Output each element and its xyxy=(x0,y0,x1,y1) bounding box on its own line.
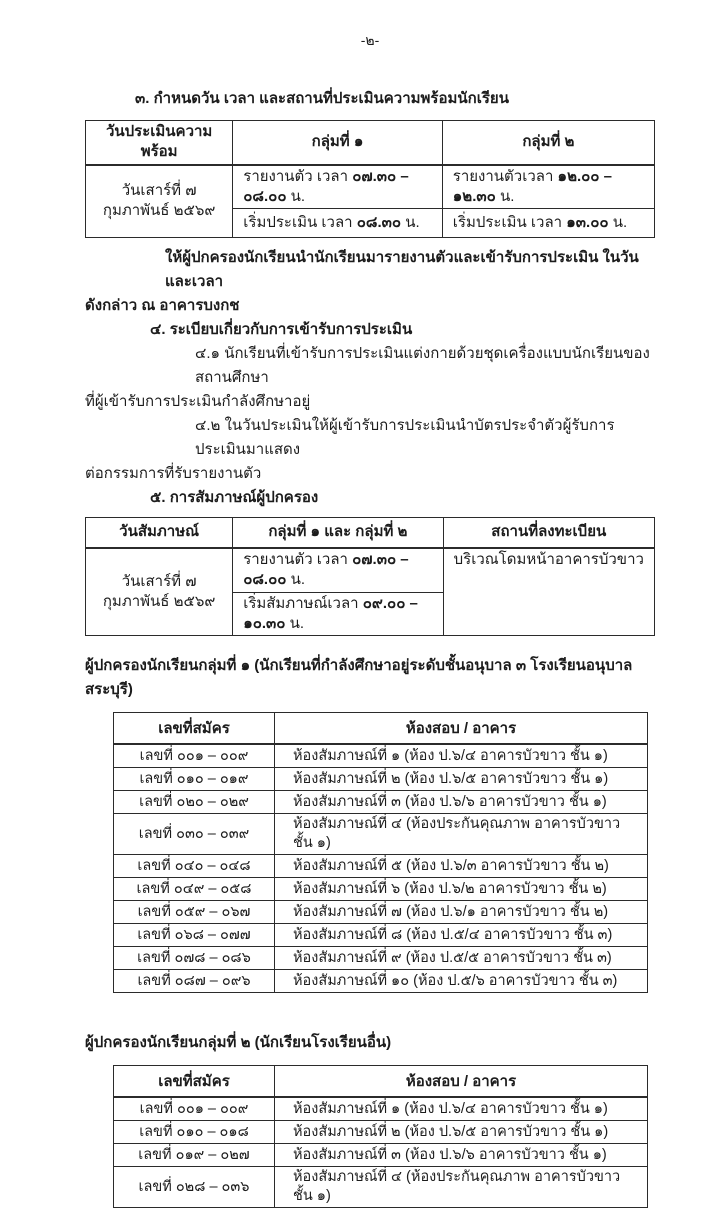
report-time: ๑๒.๐๐ – ๑๒.๓๐ xyxy=(452,167,612,205)
start-time: ๐๘.๓๐ xyxy=(356,213,402,231)
start-time: ๐๙.๐๐ – ๑๐.๓๐ xyxy=(243,594,418,632)
time-unit: น. xyxy=(285,614,305,632)
applicant-number-cell: เลขที่ ๐๒๘ – ๐๓๖ xyxy=(114,1167,275,1208)
interview-date-cell xyxy=(86,548,233,636)
group2-report-time-cell xyxy=(442,165,654,209)
spacer xyxy=(85,993,655,1015)
date-line-1: วันเสาร์ที่ ๗ xyxy=(121,182,197,199)
notice-line-1: ให้ผู้ปกครองนักเรียนนำนักเรียนมารายงานตัวและเข้ารับการประเมิน ในวันและเวลา xyxy=(165,249,639,290)
section-4-item-1 xyxy=(85,342,655,414)
interview-room-cell: ห้องสัมภาษณ์ที่ ๖ (ห้อง ป.๖/๒ อาคารบัวขาว ชั้น ๒) xyxy=(275,878,648,901)
column-header-room: ห้องสอบ / อาคาร xyxy=(275,713,648,745)
time-unit: น. xyxy=(495,187,515,205)
table-header-row xyxy=(86,121,655,165)
column-header-group-2: กลุ่มที่ ๒ xyxy=(442,121,654,165)
registration-location-cell: บริเวณโดมหน้าอาคารบัวขาว xyxy=(443,548,654,636)
applicant-number-cell: เลขที่ ๐๒๐ – ๐๒๙ xyxy=(114,791,275,814)
interview-room-cell: ห้องสัมภาษณ์ที่ ๙ (ห้อง ป.๕/๕ อาคารบัวขาว ชั้น ๓) xyxy=(275,947,648,970)
table-header-row xyxy=(114,1066,648,1098)
report-label: รายงานตัว เวลา xyxy=(243,551,353,568)
interview-room-cell: ห้องสัมภาษณ์ที่ ๓ (ห้อง ป.๖/๖ อาคารบัวขาว ชั้น ๑) xyxy=(275,791,648,814)
group2-start-time-cell xyxy=(442,209,654,238)
table-row xyxy=(114,768,648,791)
time-unit: น. xyxy=(608,213,628,231)
table-row xyxy=(114,947,648,970)
page-number: -๒- xyxy=(360,32,380,48)
assessment-schedule-table xyxy=(85,120,655,238)
table-row xyxy=(114,1144,648,1167)
item-4-2-line-2: ต่อกรรมการที่รับรายงานตัว xyxy=(85,465,262,482)
interview-room-cell: ห้องสัมภาษณ์ที่ ๒ (ห้อง ป.๖/๕ อาคารบัวขาว ชั้น ๑) xyxy=(275,1121,648,1144)
applicant-number-cell: เลขที่ ๐๓๐ – ๐๓๙ xyxy=(114,814,275,855)
table-row xyxy=(114,1121,648,1144)
notice-line-2: ดังกล่าว ณ อาคารบงกช xyxy=(85,297,240,314)
assessment-date-cell xyxy=(86,165,233,238)
table-row xyxy=(86,548,655,592)
report-time: ๐๗.๓๐ – ๐๘.๐๐ xyxy=(243,551,409,589)
start-label: เริ่มสัมภาษณ์เวลา xyxy=(243,594,363,612)
column-header-room: ห้องสอบ / อาคาร xyxy=(275,1066,648,1098)
item-4-1-line-1: ๔.๑ นักเรียนที่เข้ารับการประเมินแต่งกายด้วยชุดเครื่องแบบนักเรียนของสถานศึกษา xyxy=(195,345,650,386)
interview-report-time-cell xyxy=(233,548,443,592)
notice-paragraph xyxy=(85,246,655,318)
table-row xyxy=(114,791,648,814)
applicant-number-cell: เลขที่ ๐๔๙ – ๐๕๘ xyxy=(114,878,275,901)
table-row xyxy=(114,744,648,768)
time-unit: น. xyxy=(286,571,305,589)
interview-start-time-cell xyxy=(233,592,443,636)
column-header-assessment-date: วันประเมินความพร้อม xyxy=(86,121,233,165)
applicant-number-cell: เลขที่ ๐๑๐ – ๐๑๙ xyxy=(114,768,275,791)
date-line-2: กุมภาพันธ์ ๒๕๖๙ xyxy=(102,202,216,220)
applicant-number-cell: เลขที่ ๐๖๘ – ๐๗๗ xyxy=(114,924,275,947)
interview-schedule-table xyxy=(85,517,655,636)
table-row xyxy=(114,970,648,993)
section-4-item-2 xyxy=(85,414,655,486)
column-header-groups: กลุ่มที่ ๑ และ กลุ่มที่ ๒ xyxy=(233,518,443,549)
applicant-number-cell: เลขที่ ๐๗๘ – ๐๘๖ xyxy=(114,947,275,970)
report-label: รายงานตัว เวลา xyxy=(243,167,353,185)
table-row xyxy=(114,924,648,947)
column-header-registration-place: สถานที่ลงทะเบียน xyxy=(443,518,654,549)
interview-room-cell: ห้องสัมภาษณ์ที่ ๑๐ (ห้อง ป.๕/๖ อาคารบัวขาว ชั้น ๓) xyxy=(275,970,648,993)
group-1-room-table xyxy=(113,712,648,993)
applicant-number-cell: เลขที่ ๐๐๑ – ๐๐๙ xyxy=(114,744,275,768)
section-5-heading: ๕. การสัมภาษณ์ผู้ปกครอง xyxy=(150,489,319,506)
date-line-1: วันเสาร์ที่ ๗ xyxy=(121,572,197,590)
interview-room-cell: ห้องสัมภาษณ์ที่ ๓ (ห้อง ป.๖/๖ อาคารบัวขาว ชั้น ๑) xyxy=(275,1144,648,1167)
table-row xyxy=(86,165,655,209)
column-header-applicant-number: เลขที่สมัคร xyxy=(114,1066,275,1098)
applicant-number-cell: เลขที่ ๐๐๑ – ๐๐๙ xyxy=(114,1097,275,1121)
start-label: เริ่มประเมิน เวลา xyxy=(452,213,567,231)
table-row xyxy=(114,901,648,924)
interview-room-cell: ห้องสัมภาษณ์ที่ ๗ (ห้อง ป.๖/๑ อาคารบัวขาว ชั้น ๒) xyxy=(275,901,648,924)
applicant-number-cell: เลขที่ ๐๔๐ – ๐๔๘ xyxy=(114,855,275,878)
table-header-row xyxy=(114,713,648,745)
report-label: รายงานตัวเวลา xyxy=(452,167,558,185)
applicant-number-cell: เลขที่ ๐๑๙ – ๐๒๗ xyxy=(114,1144,275,1167)
table-row xyxy=(114,1097,648,1121)
interview-room-cell: ห้องสัมภาษณ์ที่ ๑ (ห้อง ป.๖/๔ อาคารบัวขาว ชั้น ๑) xyxy=(275,1097,648,1121)
table-row xyxy=(114,855,648,878)
item-4-2-line-1: ๔.๒ ในวันประเมินให้ผู้เข้ารับการประเมินนำบัตรประจำตัวผู้รับการประเมินมาแสดง xyxy=(195,417,615,458)
group1-start-time-cell xyxy=(233,209,443,238)
applicant-number-cell: เลขที่ ๐๕๙ – ๐๖๗ xyxy=(114,901,275,924)
section-4-heading: ๔. ระเบียบเกี่ยวกับการเข้ารับการประเมิน xyxy=(150,321,413,338)
column-header-interview-date: วันสัมภาษณ์ xyxy=(86,518,233,549)
interview-room-cell: ห้องสัมภาษณ์ที่ ๑ (ห้อง ป.๖/๔ อาคารบัวขาว ชั้น ๑) xyxy=(275,744,648,768)
table-header-row xyxy=(86,518,655,549)
column-header-applicant-number: เลขที่สมัคร xyxy=(114,713,275,745)
interview-room-cell: ห้องสัมภาษณ์ที่ ๔ (ห้องประกันคุณภาพ อาคารบัวขาว ชั้น ๑) xyxy=(275,814,648,855)
interview-room-cell: ห้องสัมภาษณ์ที่ ๕ (ห้อง ป.๖/๓ อาคารบัวขาว ชั้น ๒) xyxy=(275,855,648,878)
item-4-1-line-2: ที่ผู้เข้ารับการประเมินกำลังศึกษาอยู่ xyxy=(85,393,311,410)
applicant-number-cell: เลขที่ ๐๘๗ – ๐๙๖ xyxy=(114,970,275,993)
group1-report-time-cell xyxy=(233,165,443,209)
table-row xyxy=(114,814,648,855)
start-time: ๑๓.๐๐ xyxy=(566,213,609,231)
report-time: ๐๗.๓๐ – ๐๘.๐๐ xyxy=(243,167,409,205)
time-unit: น. xyxy=(286,187,306,205)
time-unit: น. xyxy=(401,213,420,231)
interview-room-cell: ห้องสัมภาษณ์ที่ ๔ (ห้องประกันคุณภาพ อาคารบัวขาว ชั้น ๑) xyxy=(275,1167,648,1208)
applicant-number-cell: เลขที่ ๐๑๐ – ๐๑๘ xyxy=(114,1121,275,1144)
start-label: เริ่มประเมิน เวลา xyxy=(243,213,357,231)
date-line-2: กุมภาพันธ์ ๒๕๖๙ xyxy=(102,593,216,610)
column-header-group-1: กลุ่มที่ ๑ xyxy=(233,121,443,165)
section-3-heading: ๓. กำหนดวัน เวลา และสถานที่ประเมินความพร้อมนักเรียน xyxy=(135,90,509,107)
interview-room-cell: ห้องสัมภาษณ์ที่ ๘ (ห้อง ป.๕/๔ อาคารบัวขาว ชั้น ๓) xyxy=(275,924,648,947)
group-2-heading: ผู้ปกครองนักเรียนกลุ่มที่ ๒ (นักเรียนโรงเรียนอื่น) xyxy=(85,1034,392,1051)
table-row xyxy=(114,878,648,901)
group-2-room-table xyxy=(113,1065,648,1208)
group-1-heading: ผู้ปกครองนักเรียนกลุ่มที่ ๑ (นักเรียนที่กำลังศึกษาอยู่ระดับชั้นอนุบาล ๓ โรงเรียนอนุบาลสระบุรี) xyxy=(85,657,633,698)
table-row xyxy=(114,1167,648,1208)
interview-room-cell: ห้องสัมภาษณ์ที่ ๒ (ห้อง ป.๖/๕ อาคารบัวขาว ชั้น ๑) xyxy=(275,768,648,791)
